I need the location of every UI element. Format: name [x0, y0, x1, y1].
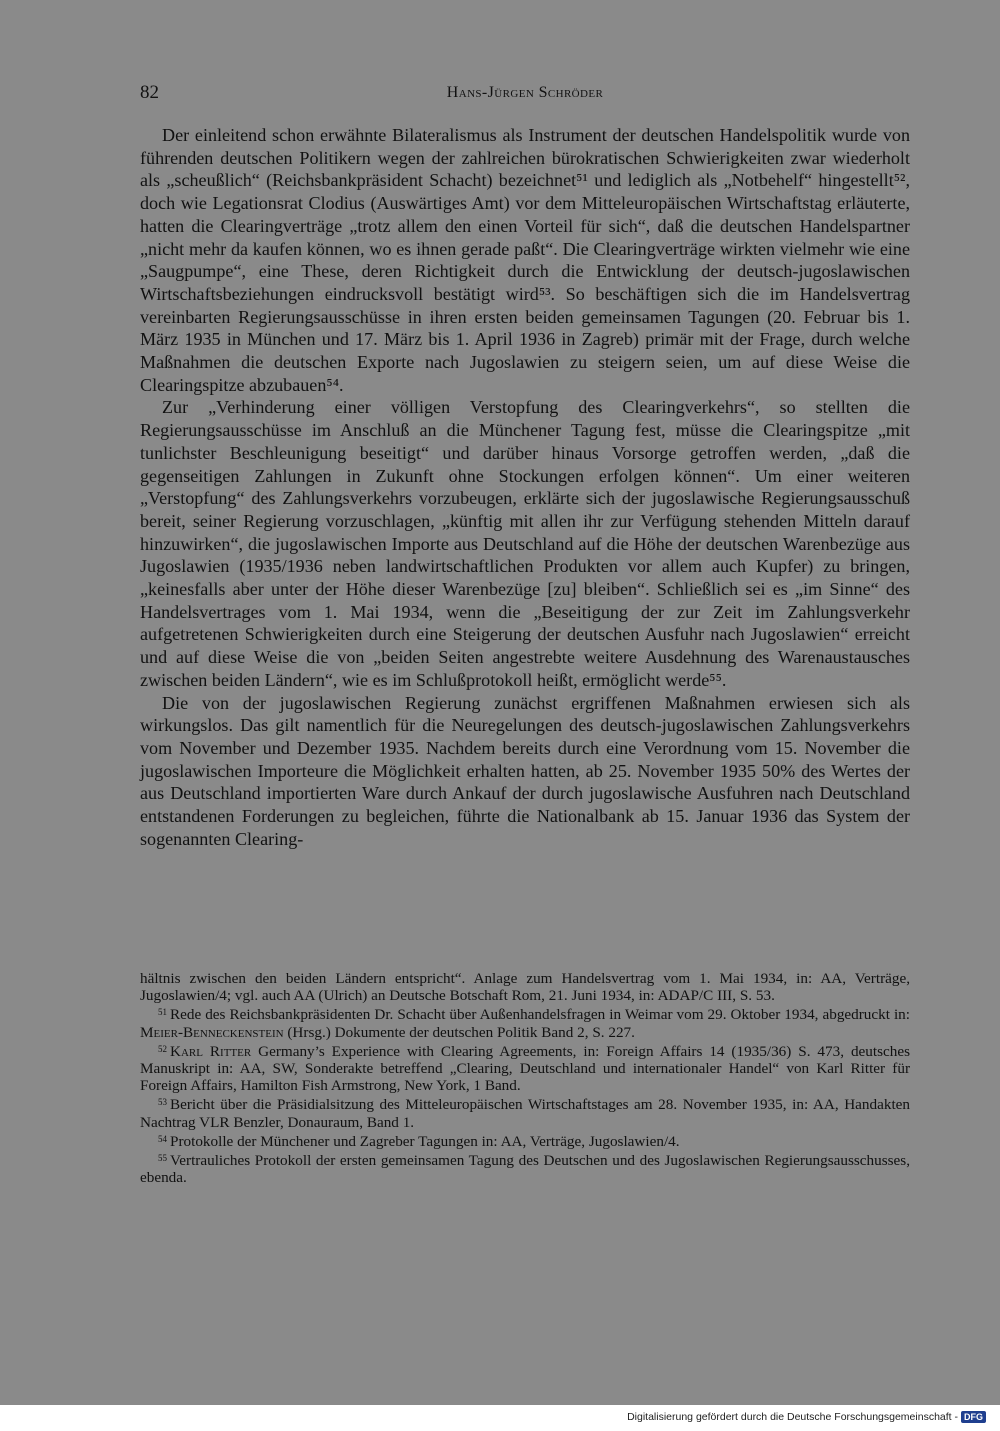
body-text — [140, 124, 910, 851]
digitization-credit — [627, 1411, 986, 1423]
author-name: Meier-Benneckenstein — [140, 1023, 284, 1041]
footnote-text: (Hrsg.) Dokumente der deutschen Politik Band 2, S. 227. — [283, 1023, 635, 1041]
footnote-number: 52 — [158, 1043, 167, 1054]
page-number: 82 — [140, 82, 159, 103]
footnotes — [140, 970, 910, 1186]
paragraph: Die von der jugoslawischen Regierung zunächst ergriffenen Maßnahmen erwiesen sich als wirkungslos. Das gilt namentlich für die Neuregelungen des deutsch-jugoslawischen Zahlungsverkehrs vom November und Dezember 1935. Nachdem bereits durch eine Verordnung vom 15. November die jugoslawischen Importeure die Möglichkeit erhalten hatten, ab 25. November 1935 50% des Wertes der aus Deutschland importierten Ware durch Ankauf der durch jugoslawische Ausfuhren nach Deutschland entstandenen Forderungen zu begleichen, führte die Nationalbank ab 15. Januar 1936 das System der sogenannten Clearing- — [140, 692, 910, 849]
footnote-51 — [140, 1004, 910, 1040]
footnote-continuation: hältnis zwischen den beiden Ländern entspricht“. Anlage zum Handelsvertrag vom 1. Mai 1934, in: AA, Verträge, Jugoslawien/4; vgl. auch AA (Ulrich) an Deutsche Botschaft Rom, 21. Juni 1934, in: ADAP/C III, S. 53. — [140, 970, 910, 1005]
footnote-52 — [140, 1041, 910, 1095]
footnote-number: 51 — [158, 1007, 167, 1018]
dfg-logo-icon: DFG — [961, 1411, 986, 1423]
footnote-number: 54 — [158, 1133, 167, 1144]
author-name: Karl Ritter — [170, 1042, 252, 1060]
footnote-text: Protokolle der Münchener und Zagreber Tagungen in: AA, Verträge, Jugoslawien/4. — [170, 1132, 680, 1150]
footnote-number: 53 — [158, 1097, 167, 1108]
footnote-text: Vertrauliches Protokoll der ersten gemeinsamen Tagung des Deutschen und des Jugoslawischen Regierungsausschusses, ebenda. — [140, 1152, 910, 1187]
credit-text: Digitalisierung gefördert durch die Deutsche Forschungsgemeinschaft - — [627, 1411, 958, 1423]
page-header — [140, 82, 910, 108]
footnote-number: 55 — [158, 1153, 167, 1164]
footnote-text: Bericht über die Präsidialsitzung des Mitteleuropäischen Wirtschaftstages am 28. November 1935, in: AA, Handakten Nachtrag VLR Benzler, Donauraum, Band 1. — [140, 1096, 910, 1131]
paragraph: Der einleitend schon erwähnte Bilateralismus als Instrument der deutschen Handelspolitik wurde von führenden deutschen Politikern wegen der zahlreichen bürokratischen Schwierigkeiten zwar wiederholt als „scheußlich“ (Reichsbankpräsident Schacht) bezeichnet⁵¹ und lediglich als „Notbehelf“ hingestellt⁵², doch wie Legationsrat Clodius (Auswärtiges Amt) vor dem Mitteleuropäischen Wirtschaftstag erläuterte, hatten die Clearingverträge „trotz allem den einen Vorteil für sich“, daß die deutschen Handelspartner „nicht mehr da kaufen können, wo es ihnen gerade paßt“. Die Clearingverträge wirkten vielmehr wie eine „Saugpumpe“, eine These, deren Richtigkeit durch die Entwicklung der deutsch-jugoslawischen Wirtschaftsbeziehungen eindrucksvoll bestätigt wird⁵³. So beschäftigen sich die im Handelsvertrag vereinbarten Regierungsausschüsse in ihren ersten beiden gemeinsamen Tagungen (20. Februar bis 1. März 1935 in München und 17. März bis 1. April 1936 in Zagreb) primär mit der Frage, durch welche Maßnahmen die deutschen Exporte nach Jugoslawien zu steigern seien, um auf diese Weise die Clearingspitze abzubauen⁵⁴. — [140, 125, 910, 395]
footnote-55 — [140, 1150, 910, 1186]
footnote-54 — [140, 1131, 910, 1150]
running-head: Hans-Jürgen Schröder — [446, 84, 604, 101]
footnote-53 — [140, 1094, 910, 1130]
footnote-text: Rede des Reichsbankpräsidenten Dr. Schacht über Außenhandelsfragen in Weimar vom 29. Oktober 1934, abgedruckt in: — [170, 1006, 910, 1024]
footnote-text: Germany’s Experience with Clearing Agreements, in: Foreign Affairs 14 (1935/36) S. 473, deutsches Manuskript in: AA, SW, Sonderakte betreffend „Clearing, Deutschland und internationaler Handel“ von Karl Ritter für Foreign Affairs, Hamilton Fish Armstrong, New York, 1 Band. — [140, 1042, 910, 1095]
paragraph: Zur „Verhinderung einer völligen Verstopfung des Clearingverkehrs“, so stellten die Regierungsausschüsse im Anschluß an die Münchener Tagung fest, müsse die Clearingspitze „mit tunlichster Beschleunigung beseitigt“ und darüber hinaus Vorsorge getroffen werden, „daß die gegenseitigen Zahlungen in Zukunft ohne Stockungen erfolgen können“. Um einer weiteren „Verstopfung“ des Zahlungsverkehrs vorzubeugen, erklärte sich der jugoslawische Regierungsausschuß bereit, seiner Regierung vorzuschlagen, „künftig mit allen ihr zur Verfügung stehenden Mitteln darauf hinzuwirken“, die jugoslawischen Importe aus Deutschland auf die Höhe der deutschen Warenbezüge aus Jugoslawien (1935/1936 neben landwirtschaftlichen Produkten vor allem auch Kupfer) zu bringen, „keinesfalls aber unter der Höhe dieser Warenbezüge [zu] bleiben“. Schließlich sei es „im Sinne“ des Handelsvertrages vom 1. Mai 1934, wenn die „Beseitigung der zur Zeit im Zahlungsverkehr aufgetretenen Schwierigkeiten durch eine Steigerung der deutschen Ausfuhr nach Jugoslawien“ erreicht und auf diese Weise die von „beiden Seiten angestrebte weitere Ausdehnung des Warenaustausches zwischen beiden Ländern“, wie es im Schlußprotokoll heißt, ermöglicht werde⁵⁵. — [140, 397, 910, 690]
